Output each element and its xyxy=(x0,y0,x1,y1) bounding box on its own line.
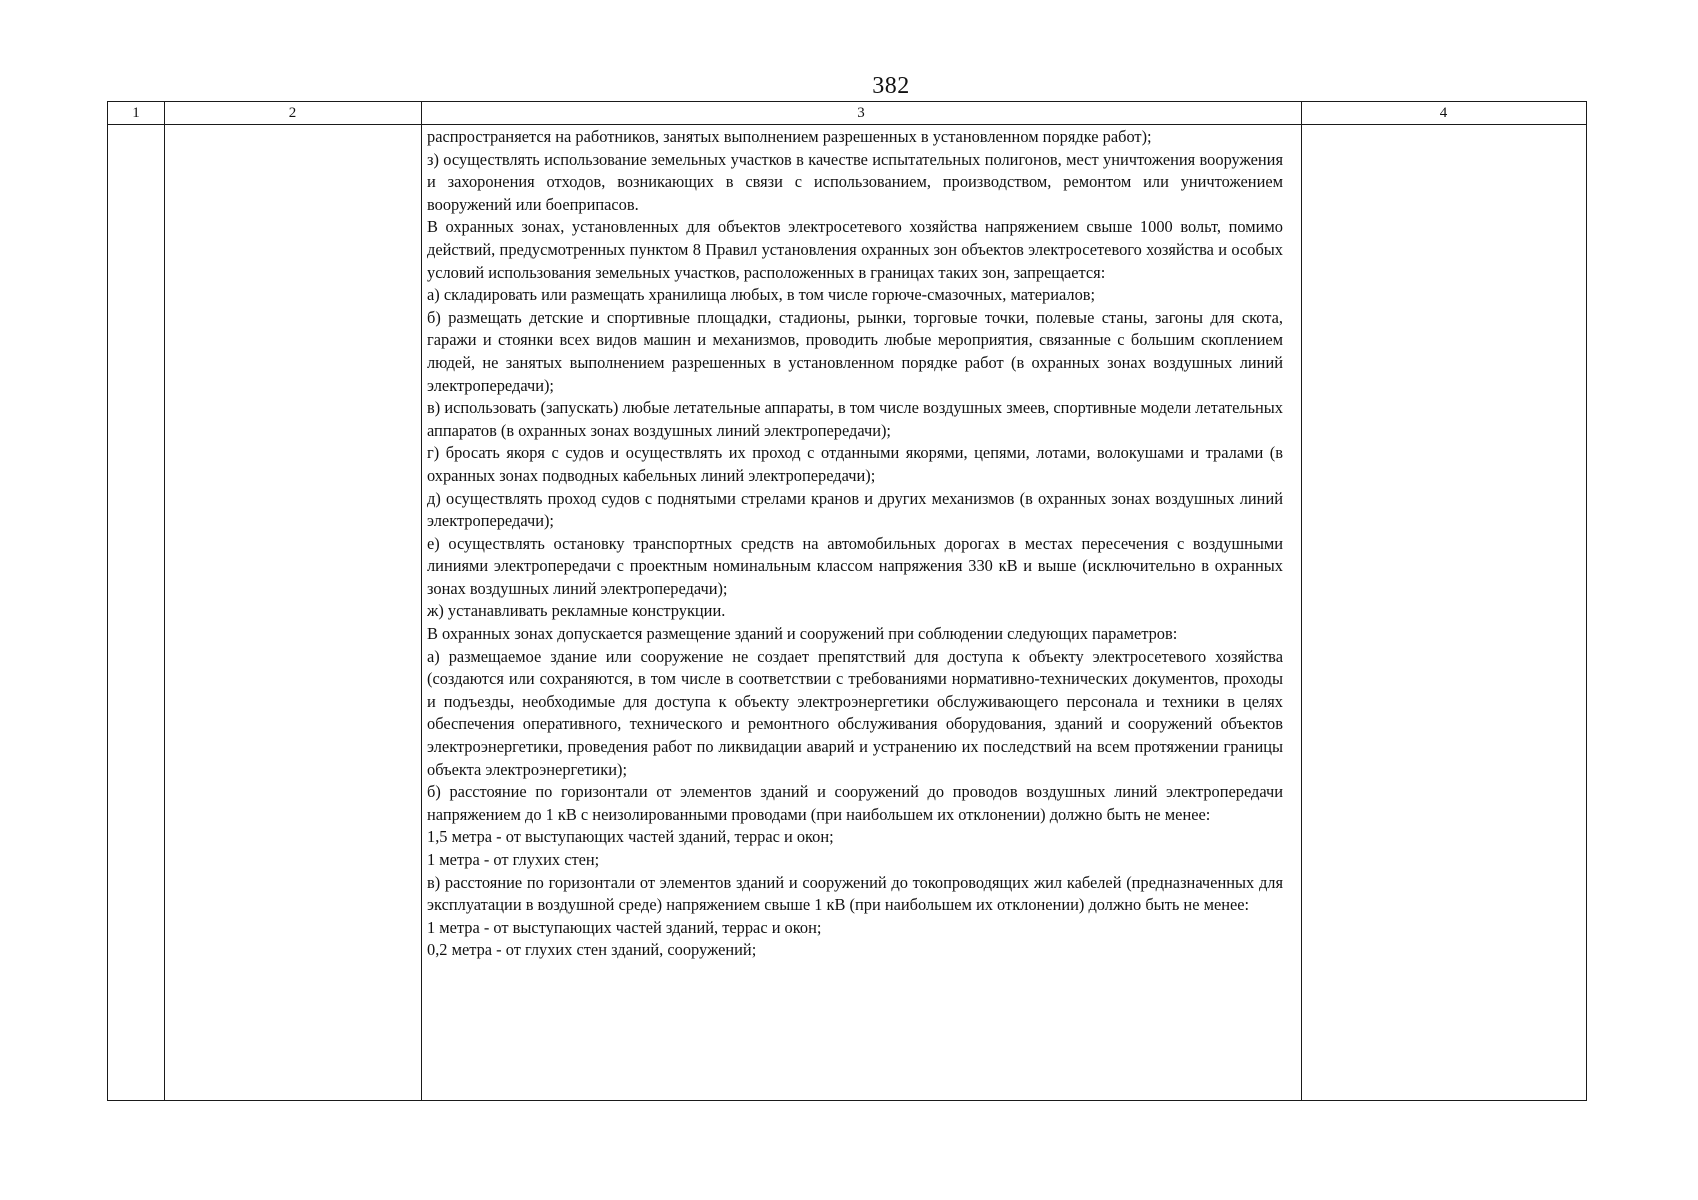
document-table xyxy=(107,101,1587,1101)
column-divider xyxy=(421,102,422,1100)
paragraph: 1,5 метра - от выступающих частей зданий, террас и окон; xyxy=(427,827,834,847)
paragraph: г) бросать якоря с судов и осуществлять их проход с отданными якорями, цепями, лотами, волокушами и тралами (в охранных зонах подводных кабельных линий электропередачи); xyxy=(427,443,1283,485)
paragraph: 1 метра - от выступающих частей зданий, террас и окон; xyxy=(427,917,822,937)
column-3-text xyxy=(427,126,1283,962)
paragraph: В охранных зонах допускается размещение зданий и сооружений при соблюдении следующих параметров: xyxy=(427,624,1178,644)
page-number: 382 xyxy=(872,73,910,99)
paragraph: з) осуществлять использование земельных участков в качестве испытательных полигонов, мест уничтожения вооружения и захоронения отходов, возникающих в связи с использованием, производством, ремонтом или уничтожением вооружений или боеприпасов. xyxy=(427,149,1283,214)
table-header-row xyxy=(108,102,1586,125)
paragraph: д) осуществлять проход судов с поднятыми стрелами кранов и других механизмов (в охранных зонах воздушных линий электропередачи); xyxy=(427,488,1283,531)
column-header-3: 3 xyxy=(857,105,865,121)
paragraph: а) складировать или размещать хранилища любых, в том числе горюче-смазочных, материалов; xyxy=(427,285,1096,305)
paragraph: б) размещать детские и спортивные площадки, стадионы, рынки, торговые точки, полевые станы, загоны для скота, гаражи и стоянки всех видов машин и механизмов, проводить любые мероприятия, связанные с большим скоплением людей, не занятых выполнением разрешенных в установленном порядке работ (в охранных зонах воздушных линий электропередачи); xyxy=(427,307,1283,395)
paragraph: в) расстояние по горизонтали от элементов зданий и сооружений до токопроводящих жил кабелей (предназначенных для эксплуатации в воздушной среде) напряжением свыше 1 кВ (при наибольшем их отклонении) должно быть не менее: xyxy=(427,872,1283,915)
column-header-1: 1 xyxy=(132,105,140,121)
column-divider xyxy=(164,102,165,1100)
paragraph: 0,2 метра - от глухих стен зданий, сооружений; xyxy=(427,940,757,960)
paragraph: В охранных зонах, установленных для объектов электросетевого хозяйства напряжением свыше 1000 вольт, помимо действий, предусмотренных пунктом 8 Правил установления охранных зон объектов электросетевого хозяйства и особых условий использования земельных участков, расположенных в границах таких зон, запрещается: xyxy=(427,217,1283,282)
paragraph: 1 метра - от глухих стен; xyxy=(427,850,600,869)
column-header-4: 4 xyxy=(1439,105,1448,121)
paragraph: б) расстояние по горизонтали от элементов зданий и сооружений до проводов воздушных линий электропередачи напряжением до 1 кВ с неизолированными проводами (при наибольшем их отклонении) должно быть не менее: xyxy=(427,782,1283,824)
paragraph: в) использовать (запускать) любые летательные аппараты, в том числе воздушных змеев, спортивные модели летательных аппаратов (в охранных зонах воздушных линий электропередачи); xyxy=(427,398,1283,440)
paragraph: а) размещаемое здание или сооружение не создает препятствий для доступа к объекту электросетевого хозяйства (создаются или сохраняются, в том числе в соответствии с требованиями нормативно-технических документов, проходы и подъезды, необходимые для доступа к объекту электроэнергетики обслуживающего персонала и техники в целях обеспечения оперативного, технического и ремонтного обслуживания оборудования, зданий и сооружений объектов электроэнергетики, проведения работ по ликвидации аварий и устранению их последствий на всем протяжении границы объекта электроэнергетики); xyxy=(427,646,1283,779)
paragraph: ж) устанавливать рекламные конструкции. xyxy=(427,601,726,621)
column-header-2: 2 xyxy=(288,105,297,121)
paragraph: е) осуществлять остановку транспортных средств на автомобильных дорогах в местах пересечения с воздушными линиями электропередачи с проектным номинальным классом напряжения 330 кВ и выше (исключительно в охранных зонах воздушных линий электропередачи); xyxy=(427,533,1283,598)
column-divider xyxy=(1301,102,1302,1100)
paragraph: распространяется на работников, занятых выполнением разрешенных в установленном порядке работ); xyxy=(427,127,1152,146)
